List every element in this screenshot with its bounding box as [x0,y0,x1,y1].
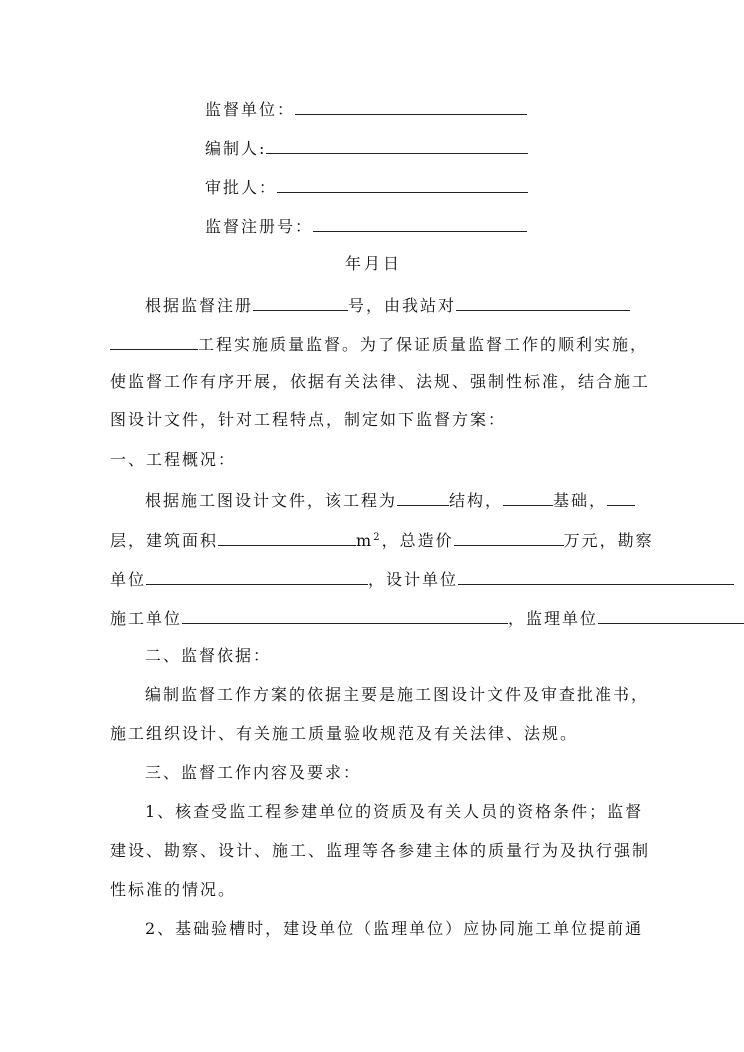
intro-text-2: 工程实施质量监督。为了保证质量监督工作的顺利实施， [198,335,649,354]
design-unit-blank [458,568,734,585]
section-1-title: 一、工程概况： [110,450,237,469]
overview-line-2 [110,528,654,551]
basis-line-1: 编制监督工作方案的依据主要是施工图设计文件及审查批准书， [145,685,650,704]
overview-text-f: 万元，勘察 [563,531,654,550]
construction-unit-blank [182,607,508,624]
compiler-row [205,137,528,159]
overview-text-a: 根据施工图设计文件，该工程为 [145,491,398,510]
overview-line-4 [110,607,744,629]
compiler-blank [266,137,528,154]
approver-row [205,176,528,198]
foundation-blank [503,489,553,506]
item-1-line-3: 性标准的情况。 [110,880,237,899]
supervising-unit-blank [295,98,527,115]
intro-line-3: 使监督工作有序开展，依据有关法律、法规、强制性标准，结合施工 [110,372,651,391]
approver-label: 审批人： [205,178,278,197]
compiler-label: 编制人: [205,139,267,158]
design-unit-label: ，设计单位 [368,570,459,589]
item-2-line-1: 2、基础验槽时，建设单位（监理单位）应协同施工单位提前通 [145,919,644,938]
supervising-unit-row [205,98,527,120]
project-name-blank [456,294,630,311]
overview-text-e: ，总造价 [381,531,454,550]
section-3-title: 三、监督工作内容及要求： [145,763,362,782]
item-1-line-2: 建设、勘察、设计、施工、监理等各参建主体的质量行为及执行强制 [110,841,651,860]
intro-line-2 [110,333,648,355]
area-unit: m [356,531,374,550]
supervising-unit-label: 监督单位： [205,100,296,119]
overview-line-1 [145,489,635,511]
construction-unit-label: 施工单位 [110,609,183,628]
area-blank [218,529,356,546]
cost-blank [454,529,564,546]
intro-line-4: 图设计文件，针对工程特点，制定如下监督方案： [110,410,507,429]
overview-text-b: 结构， [449,491,504,510]
survey-unit-blank [146,568,368,585]
section-2-title: 二、监督依据： [145,646,272,665]
item-1-line-1: 1、核查受监工程参建单位的资质及有关人员的资格条件；监督 [145,802,644,821]
supervision-unit-blank [598,607,744,624]
supervision-unit-label: ，监理单位 [508,609,599,628]
intro-text-b: 号，由我站对 [348,296,457,315]
area-unit-sup: 2 [373,532,382,543]
intro-text-a: 根据监督注册 [145,296,254,315]
registration-row [205,215,527,237]
floors-blank [607,489,635,506]
survey-unit-label: 单位 [110,570,147,589]
basis-line-2: 施工组织设计、有关施工质量验收规范及有关法律、法规。 [110,724,579,743]
approver-blank [277,176,528,193]
overview-text-d: 层，建筑面积 [110,531,219,550]
overview-line-3 [110,568,734,590]
intro-line-1 [145,294,630,316]
registration-label: 监督注册号： [205,217,314,236]
project-name-blank-2 [110,333,198,350]
overview-text-c: 基础， [553,491,608,510]
date-line: 年月日 [345,254,403,273]
registration-blank [313,215,527,232]
structure-blank [397,489,449,506]
registration-no-blank [253,294,348,311]
